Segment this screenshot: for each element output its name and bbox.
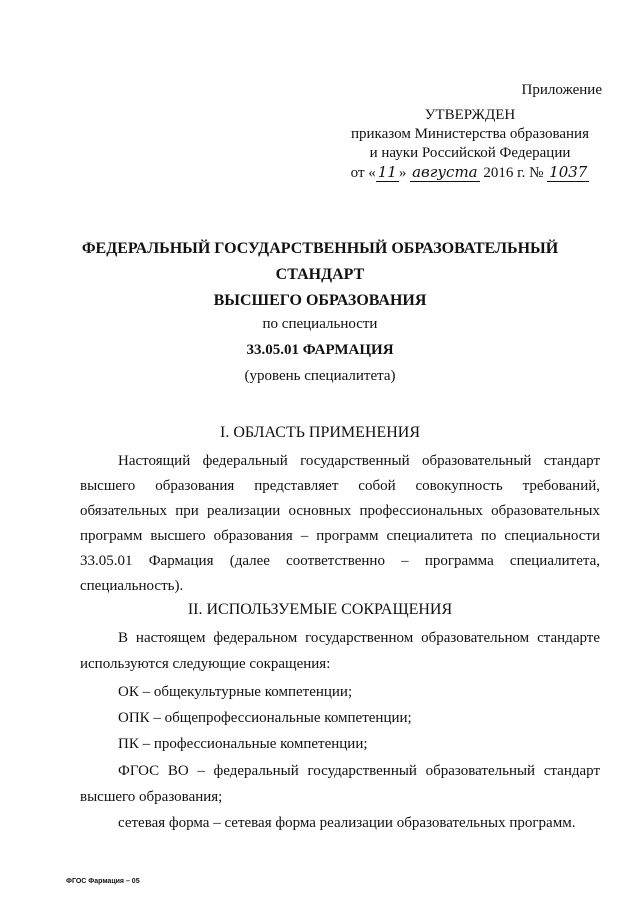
- date-year: 2016 г. №: [483, 165, 544, 181]
- date-mid: »: [398, 165, 407, 181]
- date-day-handwritten: 11: [377, 163, 397, 181]
- abbr-ok: ОК – общекультурные компетенции;: [118, 684, 353, 700]
- date-month-handwritten: августа: [412, 163, 478, 181]
- specialty-level: (уровень специалитета): [244, 368, 396, 384]
- page-footer: ФГОС Фармация – 05: [66, 878, 140, 885]
- order-number-handwritten: 1037: [549, 163, 588, 181]
- order-line-2: и науки Российской Федерации: [369, 145, 571, 161]
- approval-block: [330, 106, 610, 183]
- section-2-intro-line-2: используются следующие сокращения:: [80, 656, 331, 672]
- abbr-fgos-line-2: высшего образования;: [80, 789, 223, 805]
- section-1-heading: I. ОБЛАСТЬ ПРИМЕНЕНИЯ: [219, 424, 421, 441]
- section-2-heading: II. ИСПОЛЬЗУЕМЫЕ СОКРАЩЕНИЯ: [187, 601, 453, 618]
- section-2-intro-line-1: В настоящем федеральном государственном образовательном стандарте: [118, 630, 600, 646]
- order-line-1: приказом Министерства образования: [351, 126, 589, 142]
- abbr-network: сетевая форма – сетевая форма реализации образовательных программ.: [118, 815, 576, 831]
- document-title: [40, 236, 600, 314]
- specialty-name: 33.05.01 ФАРМАЦИЯ: [246, 342, 394, 358]
- section-1-text: [80, 449, 600, 599]
- title-line-1: ФЕДЕРАЛЬНЫЙ ГОСУДАРСТВЕННЫЙ ОБРАЗОВАТЕЛЬНЫЙ СТАНДАРТ: [81, 240, 559, 283]
- abbr-fgos-line-1: ФГОС ВО – федеральный государственный образовательный стандарт: [118, 763, 600, 779]
- appendix-label: Приложение: [521, 82, 602, 98]
- order-date-line: [330, 163, 610, 183]
- approved-label: УТВЕРЖДЕН: [424, 107, 516, 123]
- abbr-opk: ОПК – общепрофессиональные компетенции;: [118, 710, 412, 726]
- abbr-pk: ПК – профессиональные компетенции;: [118, 736, 368, 752]
- title-line-2: ВЫСШЕГО ОБРАЗОВАНИЯ: [213, 292, 427, 309]
- date-prefix: от «: [350, 165, 376, 181]
- by-specialty-label: по специальности: [262, 316, 378, 332]
- section-1-paragraph: Настоящий федеральный государственный образовательный стандарт высшего образования представляет собой совокупность требований, обязательных при реализации основных профессиональных образовательных программ высшего образования – программ специалитета по специальности 33.05.01 Фармация (далее соответственно – программа специалитета, специальность).: [80, 453, 600, 594]
